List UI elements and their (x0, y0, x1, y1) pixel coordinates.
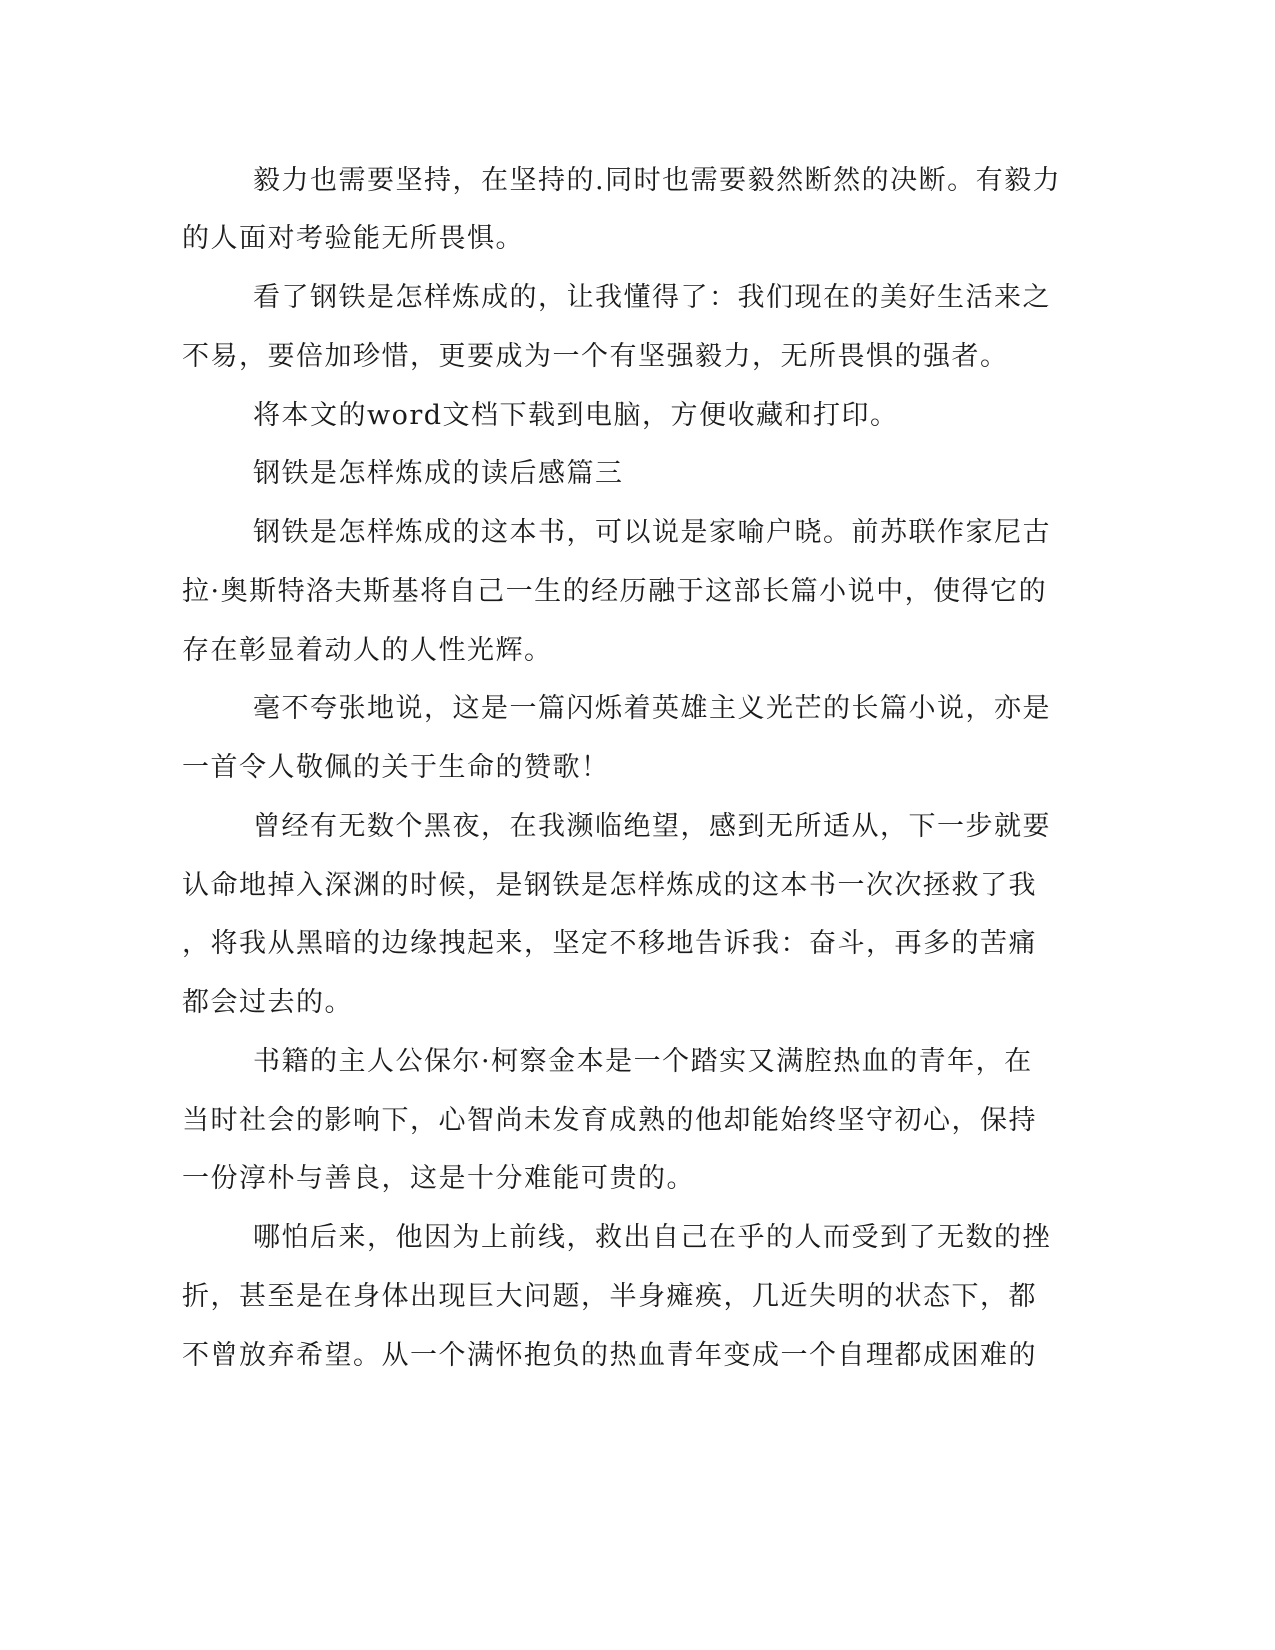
text-line: 当时社会的影响下，心智尚未发育成熟的他却能始终坚守初心，保持 (182, 1105, 1037, 1136)
text-line: 曾经有无数个黑夜，在我濒临绝望，感到无所适从，下一步就要 (253, 811, 1051, 842)
text-line: 不曾放弃希望。从一个满怀抱负的热血青年变成一个自理都成困难的 (182, 1340, 1037, 1371)
text-line: 拉·奥斯特洛夫斯基将自己一生的经历融于这部长篇小说中，使得它的 (182, 576, 1048, 607)
text-line: 认命地掉入深渊的时候，是钢铁是怎样炼成的这本书一次次拯救了我 (182, 870, 1037, 901)
text-line: 毅力也需要坚持，在坚持的.同时也需要毅然断然的决断。有毅力 (253, 165, 1062, 196)
text-line: ，将我从黑暗的边缘拽起来，坚定不移地告诉我：奋斗，再多的苦痛 (182, 928, 1037, 959)
text-line: 书籍的主人公保尔·柯察金本是一个踏实又满腔热血的青年，在 (253, 1046, 1033, 1077)
text-line: 存在彰显着动人的人性光辉。 (182, 635, 553, 666)
text-line: 钢铁是怎样炼成的这本书，可以说是家喻户晓。前苏联作家尼古 (253, 517, 1051, 548)
text-line: 折，甚至是在身体出现巨大问题，半身瘫痪，几近失明的状态下，都 (182, 1281, 1037, 1312)
text-line: 的人面对考验能无所畏惧。 (182, 223, 524, 254)
text-line: 毫不夸张地说，这是一篇闪烁着英雄主义光芒的长篇小说，亦是 (253, 693, 1051, 724)
text-line: 一份淳朴与善良，这是十分难能可贵的。 (182, 1163, 695, 1194)
text-line: 都会过去的。 (182, 987, 353, 1018)
section-heading: 钢铁是怎样炼成的读后感篇三 (253, 458, 624, 489)
text-line: 不易，要倍加珍惜，更要成为一个有坚强毅力，无所畏惧的强者。 (182, 341, 1009, 372)
text-line: 哪怕后来，他因为上前线，救出自己在乎的人而受到了无数的挫 (253, 1222, 1051, 1253)
text-line: 一首令人敬佩的关于生命的赞歌！ (182, 752, 610, 783)
text-line: 将本文的word文档下载到电脑，方便收藏和打印。 (253, 400, 899, 431)
text-line: 看了钢铁是怎样炼成的，让我懂得了：我们现在的美好生活来之 (253, 282, 1051, 313)
